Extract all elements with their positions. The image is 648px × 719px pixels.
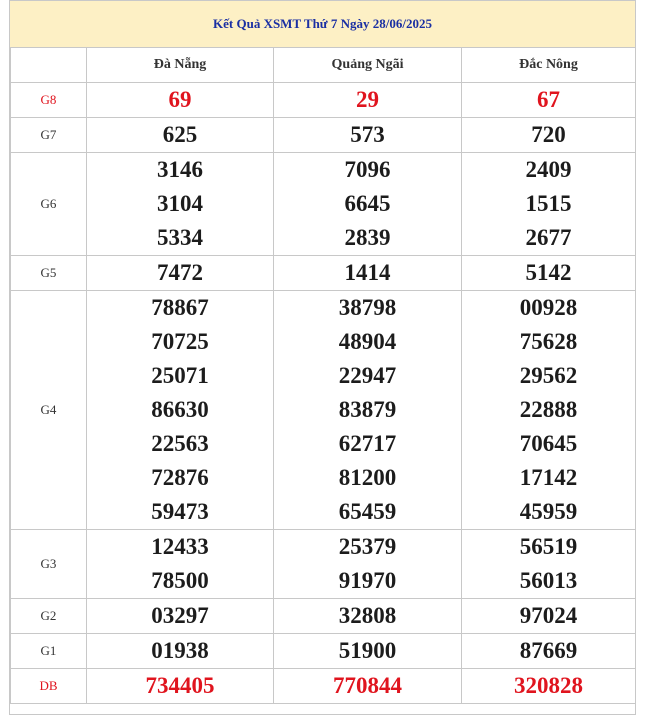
prize-row-g8 — [11, 83, 636, 118]
prize-number: 48904 — [274, 325, 462, 359]
prize-number: 320828 — [462, 669, 636, 704]
prize-number: 7472 — [87, 256, 274, 291]
prize-number: 770844 — [274, 669, 462, 704]
prize-number: 62717 — [274, 427, 462, 461]
prize-row-g3 — [11, 564, 636, 599]
prize-number: 78867 — [87, 291, 274, 326]
prize-number: 5142 — [462, 256, 636, 291]
province-header: Đắc Nông — [462, 48, 636, 83]
prize-number: 2839 — [274, 221, 462, 256]
prize-number: 625 — [87, 118, 274, 153]
prize-number: 91970 — [274, 564, 462, 599]
prize-number: 29 — [274, 83, 462, 118]
prize-number: 573 — [274, 118, 462, 153]
prize-number: 56013 — [462, 564, 636, 599]
prize-number: 83879 — [274, 393, 462, 427]
prize-number: 67 — [462, 83, 636, 118]
prize-row-g4 — [11, 291, 636, 326]
prize-number: 3146 — [87, 153, 274, 188]
prize-row-g3 — [11, 530, 636, 565]
prize-number: 6645 — [274, 187, 462, 221]
prize-number: 22563 — [87, 427, 274, 461]
province-header-row — [11, 48, 636, 83]
prize-number: 56519 — [462, 530, 636, 565]
prize-label: G5 — [11, 256, 87, 291]
prize-number: 03297 — [87, 599, 274, 634]
prize-header-cell — [11, 48, 87, 83]
prize-row-g5 — [11, 256, 636, 291]
prize-number: 51900 — [274, 634, 462, 669]
prize-number: 97024 — [462, 599, 636, 634]
prize-label: G3 — [11, 530, 87, 599]
prize-number: 22947 — [274, 359, 462, 393]
province-header: Đà Nẵng — [87, 48, 274, 83]
prize-number: 65459 — [274, 495, 462, 530]
province-header: Quảng Ngãi — [274, 48, 462, 83]
prize-number: 86630 — [87, 393, 274, 427]
prize-row-g4 — [11, 495, 636, 530]
prize-number: 59473 — [87, 495, 274, 530]
prize-row-g6 — [11, 187, 636, 221]
results-title: Kết Quả XSMT Thứ 7 Ngày 28/06/2025 — [10, 1, 635, 48]
prize-label: G7 — [11, 118, 87, 153]
prize-row-g4 — [11, 325, 636, 359]
prize-number: 87669 — [462, 634, 636, 669]
prize-number: 81200 — [274, 461, 462, 495]
prize-row-g6 — [11, 153, 636, 188]
prize-label: DB — [11, 669, 87, 704]
prize-label: G6 — [11, 153, 87, 256]
prize-number: 32808 — [274, 599, 462, 634]
prize-number: 3104 — [87, 187, 274, 221]
prize-row-g4 — [11, 461, 636, 495]
prize-row-g4 — [11, 427, 636, 461]
prize-number: 17142 — [462, 461, 636, 495]
prize-number: 70645 — [462, 427, 636, 461]
prize-label: G8 — [11, 83, 87, 118]
prize-number: 78500 — [87, 564, 274, 599]
prize-row-g7 — [11, 118, 636, 153]
prize-number: 12433 — [87, 530, 274, 565]
prize-number: 2409 — [462, 153, 636, 188]
prize-number: 734405 — [87, 669, 274, 704]
prize-number: 22888 — [462, 393, 636, 427]
prize-number: 01938 — [87, 634, 274, 669]
prize-number: 29562 — [462, 359, 636, 393]
prize-row-g6 — [11, 221, 636, 256]
prize-number: 69 — [87, 83, 274, 118]
prize-number: 45959 — [462, 495, 636, 530]
prize-label: G1 — [11, 634, 87, 669]
prize-number: 1414 — [274, 256, 462, 291]
prize-number: 1515 — [462, 187, 636, 221]
prize-row-db — [11, 669, 636, 704]
prize-number: 7096 — [274, 153, 462, 188]
results-panel — [9, 0, 636, 715]
prize-number: 720 — [462, 118, 636, 153]
prize-number: 2677 — [462, 221, 636, 256]
prize-row-g4 — [11, 359, 636, 393]
prize-number: 70725 — [87, 325, 274, 359]
prize-label: G4 — [11, 291, 87, 530]
prize-row-g1 — [11, 634, 636, 669]
prize-row-g4 — [11, 393, 636, 427]
prize-number: 72876 — [87, 461, 274, 495]
results-table — [10, 47, 636, 704]
prize-number: 00928 — [462, 291, 636, 326]
prize-number: 25071 — [87, 359, 274, 393]
prize-row-g2 — [11, 599, 636, 634]
prize-number: 25379 — [274, 530, 462, 565]
prize-number: 38798 — [274, 291, 462, 326]
prize-label: G2 — [11, 599, 87, 634]
prize-number: 5334 — [87, 221, 274, 256]
prize-number: 75628 — [462, 325, 636, 359]
